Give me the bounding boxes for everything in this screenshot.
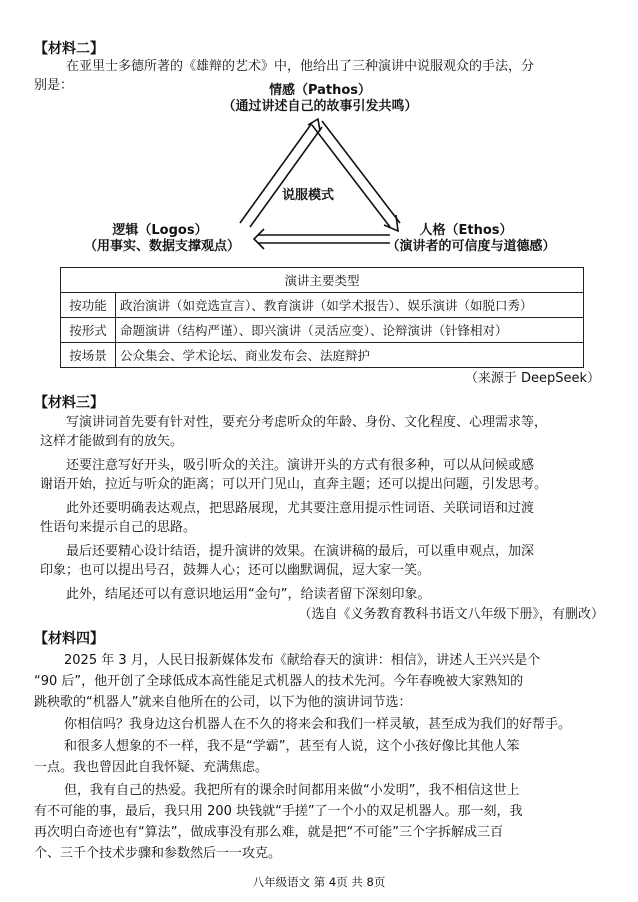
table-row-value: 公众集会、学术论坛、商业发布会、法庭辩护 xyxy=(116,343,584,368)
material-4-line: 但，我有自己的热爱。我把所有的课余时间都用来做“小发明”，我不相信这世上 xyxy=(64,783,520,798)
table-row-key: 按场景 xyxy=(61,343,116,368)
material-3-heading: 【材料三】 xyxy=(34,395,104,411)
logos-description: （用事实、数据支撑观点） xyxy=(83,239,240,254)
material-3-line: 还要注意写好开头，吸引听众的关注。演讲开头的方式有很多种，可以从问候或感 xyxy=(66,458,535,473)
material-3-line: 这样才能做到有的放矢。 xyxy=(40,434,184,449)
arrowhead-icon xyxy=(254,229,264,249)
page-footer: 八年级语文 第 4页 共 8页 xyxy=(252,875,386,889)
material-4-line: 再次明白奇迹也有“算法”，做成事没有那么难，就是把“不可能”三个字拆解成三百 xyxy=(34,825,503,840)
material-4-line: 跳秧歌的“机器人”就来自他所在的公司，以下为他的演讲词节选： xyxy=(34,695,412,710)
material-3-line: 印象；也可以提出号召，鼓舞人心；还可以幽默调侃，逗大家一笑。 xyxy=(40,563,431,578)
material-4-line: 一点。我也曾因此自我怀疑、充满焦虑。 xyxy=(34,760,269,775)
material-4-line: 和很多人想象的不一样，我不是“学霸”，甚至有人说，这个小孩好像比其他人笨 xyxy=(64,739,520,754)
speech-types-table xyxy=(60,267,584,368)
table-row xyxy=(61,293,584,318)
pathos-title: 情感（Pathos） xyxy=(268,83,372,98)
arrow-pathos-to-ethos xyxy=(322,121,400,223)
ethos-description: （演讲者的可信度与道德感） xyxy=(386,239,556,254)
material-2-intro-line: 别是： xyxy=(34,78,74,93)
pathos-description: （通过讲述自己的故事引发共鸣） xyxy=(222,99,418,114)
material-3-line: 此外，结尾还可以有意识地运用“金句”，给读者留下深刻印象。 xyxy=(66,587,431,602)
logos-title: 逻辑（Logos） xyxy=(112,223,208,238)
table-row xyxy=(61,318,584,343)
table-row xyxy=(61,343,584,368)
table-caption-row xyxy=(61,268,584,293)
table-row-key: 按功能 xyxy=(61,293,116,318)
material-2-intro-line: 在亚里士多德所著的《雄辩的艺术》中，他给出了三种演讲中说服观众的手法，分 xyxy=(66,59,535,74)
material-2-heading: 【材料二】 xyxy=(34,41,104,57)
material-4-line: 有不可能的事，最后，我只用 200 块钱就“手搓”了一个小的双足机器人。那一刻，我 xyxy=(34,804,523,819)
table-row-value: 命题演讲（结构严谨）、即兴演讲（灵活应变）、论辩演讲（针锋相对） xyxy=(116,318,584,343)
material-4-line: 个、三千个技术步骤和参数然后一一攻克。 xyxy=(34,846,282,861)
material-4-line: 2025 年 3 月，人民日报新媒体发布《献给春天的演讲：相信》，讲述人王兴兴是个 xyxy=(64,653,541,668)
material-3-line: 写演讲词首先要有针对性，要充分考虑听众的年龄、身份、文化程度、心理需求等， xyxy=(66,415,548,430)
arrow-logos-to-pathos xyxy=(240,123,312,223)
table-caption: 演讲主要类型 xyxy=(61,268,584,293)
material-4-heading: 【材料四】 xyxy=(34,631,104,647)
table-source: （来源于 DeepSeek） xyxy=(464,371,600,386)
material-3-line: 性语句来提示自己的思路。 xyxy=(40,520,197,535)
ethos-title: 人格（Ethos） xyxy=(419,223,513,238)
material-4-line: “90 后”，他开创了全球低成本高性能足式机器人的技术先河。今年春晚被大家熟知的 xyxy=(34,674,524,689)
table-row-key: 按形式 xyxy=(61,318,116,343)
diagram-center-label: 说服模式 xyxy=(282,188,335,203)
material-4-line: 你相信吗？我身边这台机器人在不久的将来会和我们一样灵敏，甚至成为我们的好帮手。 xyxy=(64,717,572,732)
material-3-line: 谢语开始，拉近与听众的距离；可以开门见山，直奔主题；还可以提出问题，引发思考。 xyxy=(40,477,548,492)
material-3-source: （选自《义务教育教科书语文八年级下册》，有删改） xyxy=(298,607,604,622)
table-row-value: 政治演讲（如竞选宣言）、教育演讲（如学术报告）、娱乐演讲（如脱口秀） xyxy=(116,293,584,318)
material-3-line: 此外还要明确表达观点，把思路展现，尤其要注意用提示性词语、关联词语和过渡 xyxy=(66,501,535,516)
material-3-line: 最后还要精心设计结语，提升演讲的效果。在演讲稿的最后，可以重申观点，加深 xyxy=(66,544,535,559)
